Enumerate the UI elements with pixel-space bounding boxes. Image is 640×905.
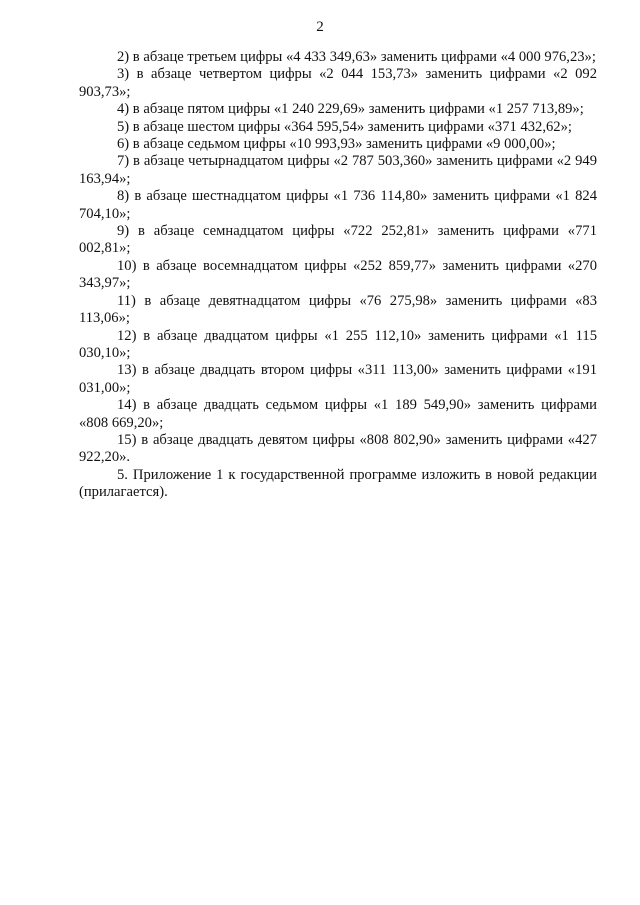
document-body bbox=[79, 49, 597, 502]
amendment-item-15: 15) в абзаце двадцать девятом цифры «808 802,90» заменить цифрами «427 922,20». bbox=[79, 431, 597, 466]
amendment-item-14: 14) в абзаце двадцать седьмом цифры «1 189 549,90» заменить цифрами «808 669,20»; bbox=[79, 397, 597, 431]
amendment-item-6: 6) в абзаце седьмом цифры «10 993,93» заменить цифрами «9 000,00»; bbox=[117, 136, 556, 153]
amendment-item-8: 8) в абзаце шестнадцатом цифры «1 736 114,80» заменить цифрами «1 824 704,10»; bbox=[79, 188, 597, 222]
amendment-item-5: 5) в абзаце шестом цифры «364 595,54» заменить цифрами «371 432,62»; bbox=[117, 118, 572, 135]
amendment-item-2: 2) в абзаце третьем цифры «4 433 349,63» заменить цифрами «4 000 976,23»; bbox=[117, 49, 596, 65]
page-number: 2 bbox=[316, 19, 324, 35]
amendment-item-4: 4) в абзаце пятом цифры «1 240 229,69» заменить цифрами «1 257 713,89»; bbox=[117, 101, 584, 118]
section-5-appendix-note: 5. Приложение 1 к государственной программе изложить в новой редакции (прилагается). bbox=[79, 466, 597, 501]
amendment-item-3: 3) в абзаце четвертом цифры «2 044 153,73» заменить цифрами «2 092 903,73»; bbox=[79, 66, 597, 100]
amendment-item-13: 13) в абзаце двадцать втором цифры «311 113,00» заменить цифрами «191 031,00»; bbox=[79, 362, 597, 396]
amendment-item-9: 9) в абзаце семнадцатом цифры «722 252,81» заменить цифрами «771 002,81»; bbox=[79, 223, 597, 257]
amendment-item-7: 7) в абзаце четырнадцатом цифры «2 787 503,360» заменить цифрами «2 949 163,94»; bbox=[79, 153, 597, 187]
amendment-item-12: 12) в абзаце двадцатом цифры «1 255 112,10» заменить цифрами «1 115 030,10»; bbox=[79, 327, 597, 361]
amendment-item-10: 10) в абзаце восемнадцатом цифры «252 859,77» заменить цифрами «270 343,97»; bbox=[79, 257, 597, 292]
amendment-item-11: 11) в абзаце девятнадцатом цифры «76 275,98» заменить цифрами «83 113,06»; bbox=[79, 292, 597, 327]
